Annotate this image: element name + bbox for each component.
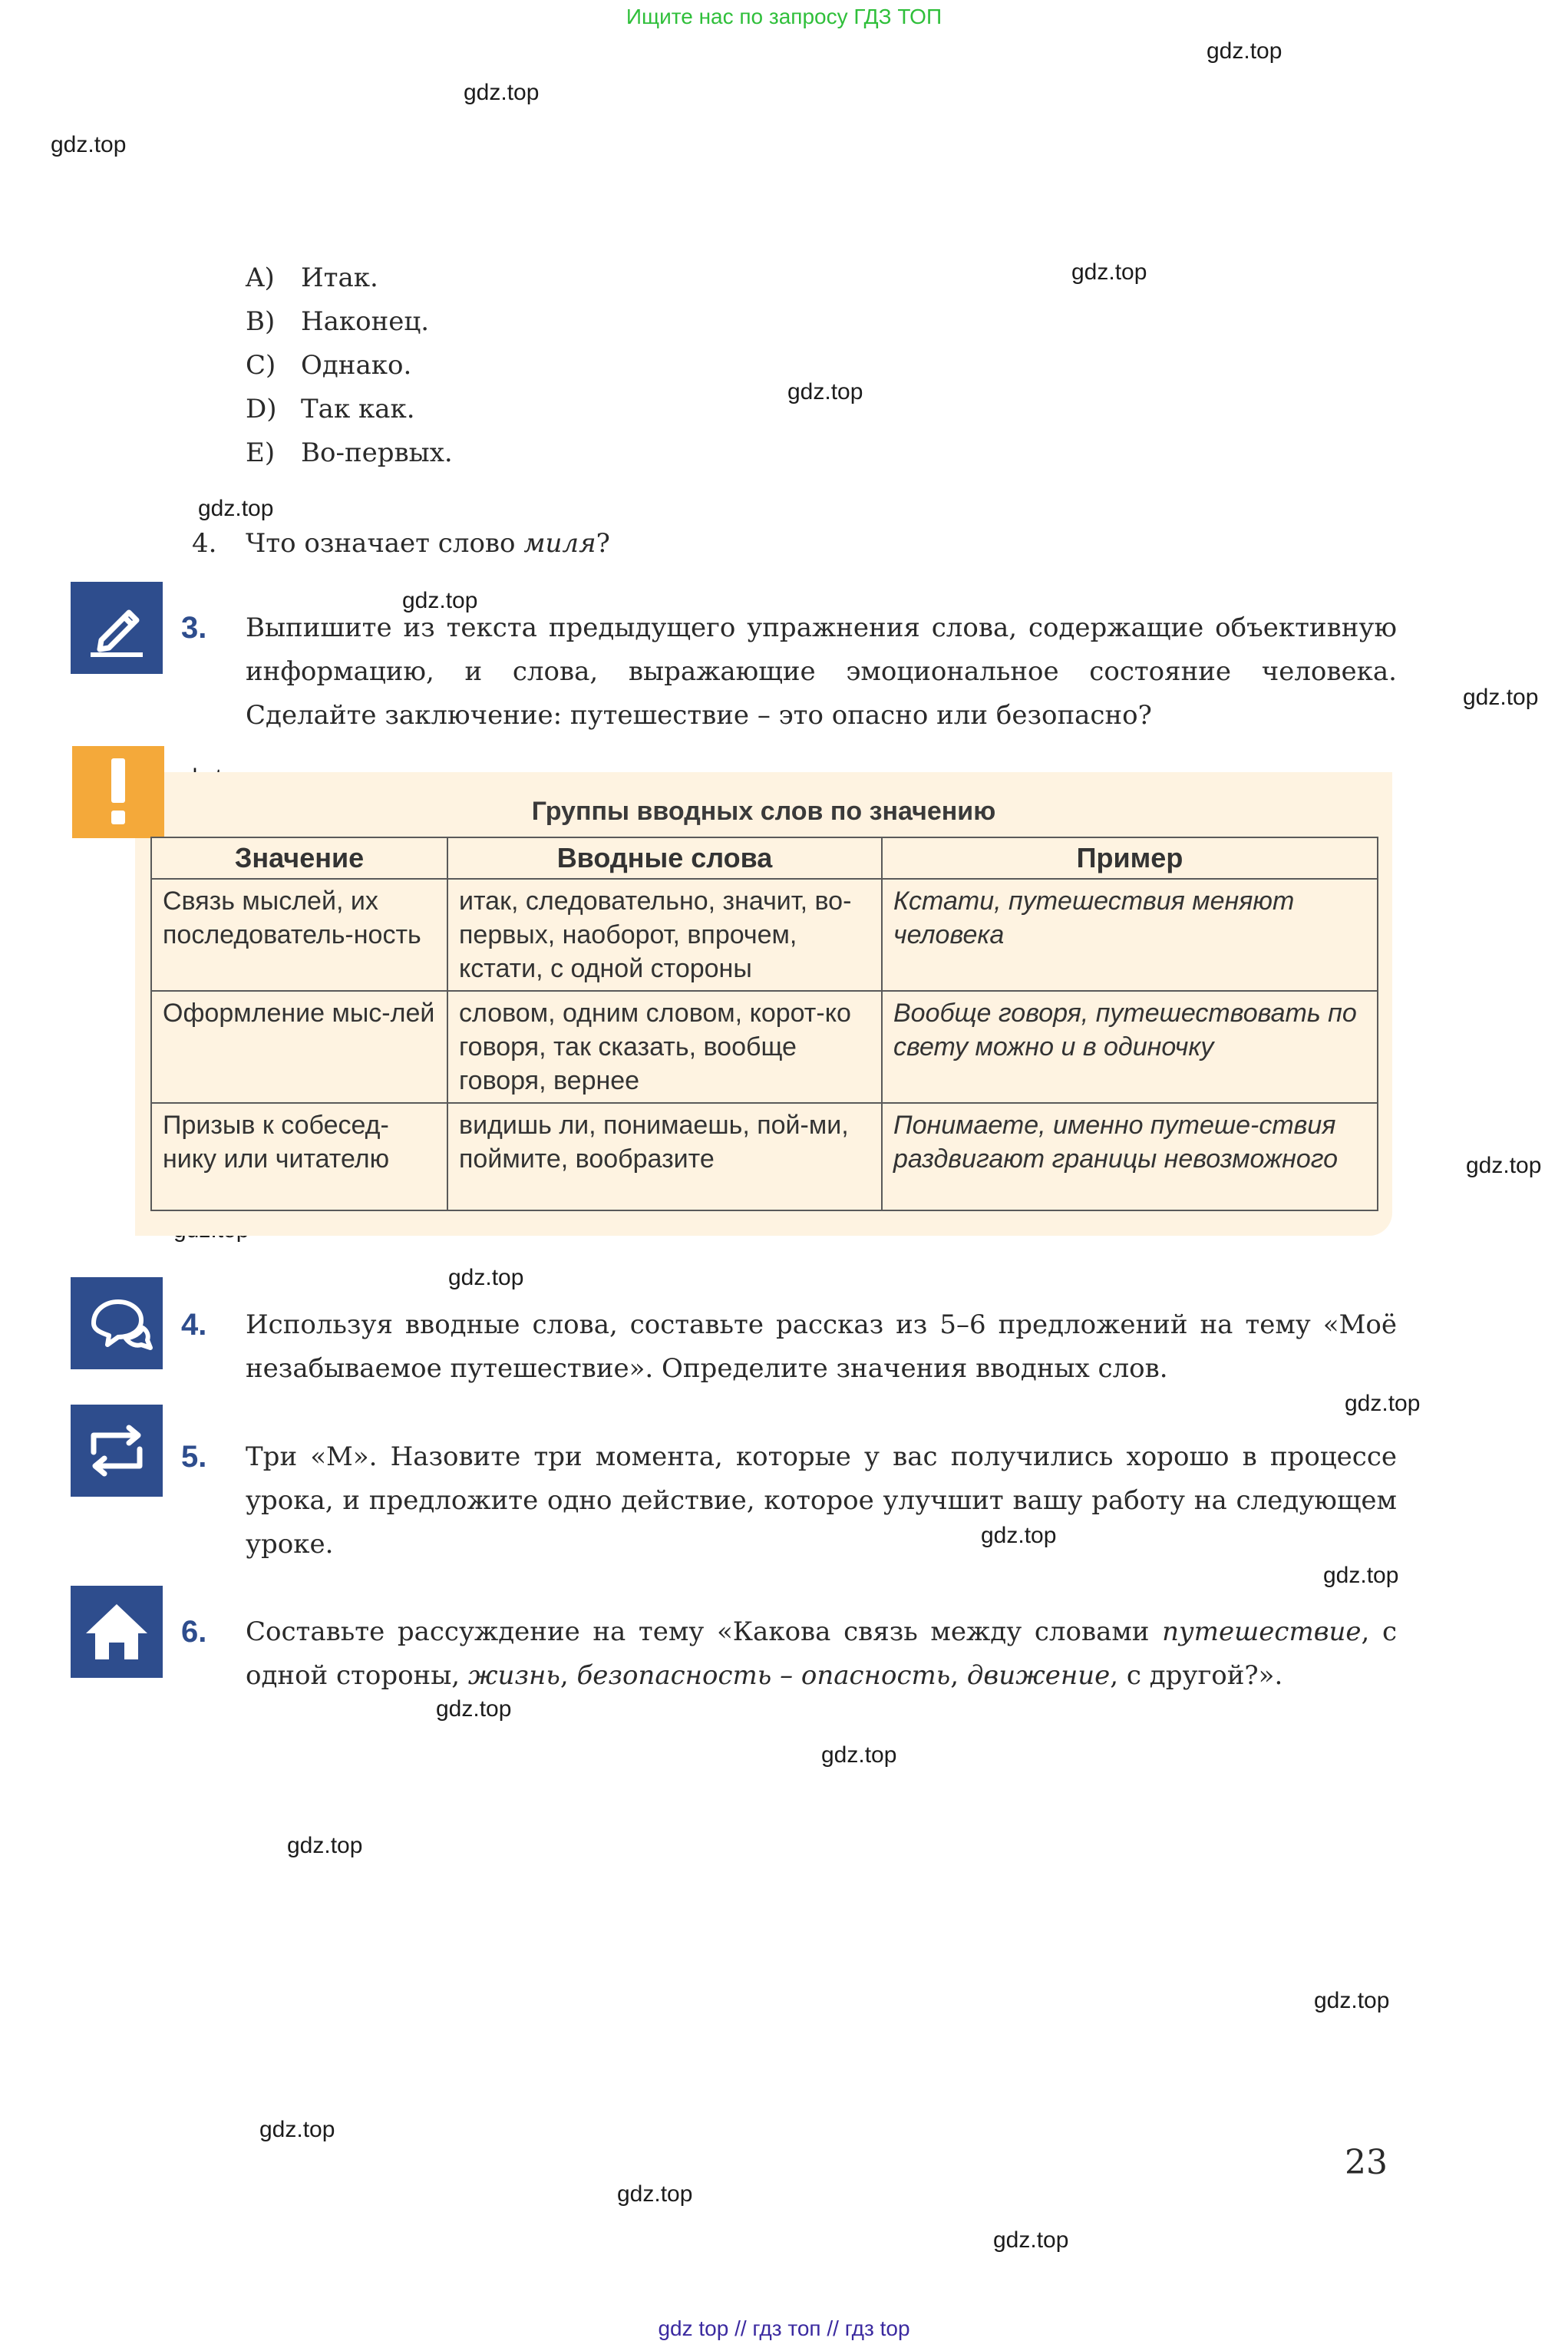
watermark: gdz.top: [787, 379, 863, 404]
watermark: gdz.top: [402, 588, 478, 613]
example-cell: Понимаете, именно путеше-ствия раздвигают границы невозможного: [882, 1103, 1378, 1210]
task-text-part: , с другой?».: [1110, 1660, 1283, 1691]
option-letter: C): [246, 350, 276, 381]
watermark: gdz.top: [1323, 1563, 1399, 1588]
question-italic-word: миля: [523, 528, 596, 559]
watermark: gdz.top: [821, 1742, 897, 1768]
task-italic-word: жизнь: [467, 1660, 560, 1691]
footer-links[interactable]: gdz top // гдз топ // гдз top: [658, 2316, 910, 2340]
table-row: [151, 1103, 1378, 1210]
option-text: Наконец.: [301, 306, 430, 337]
task-text: Используя вводные слова, составьте рассказ из 5–6 предложений на тему «Моё незабываемое путешествие». Определите значения вводных слов.: [246, 1309, 1397, 1384]
meaning-cell: Связь мыслей, их последователь-ность: [151, 879, 447, 991]
watermark: gdz.top: [287, 1833, 363, 1858]
column-header: Значение: [151, 837, 447, 879]
answer-option: [246, 394, 415, 424]
task-italic-word: движение: [966, 1660, 1111, 1691]
watermark: gdz.top: [464, 80, 540, 105]
watermark: gdz.top: [1071, 259, 1147, 285]
task-number: 3.: [181, 611, 207, 645]
question-number: 4.: [192, 528, 217, 559]
watermark: gdz.top: [993, 2227, 1069, 2253]
question-end: ?: [596, 528, 610, 559]
watermark: gdz.top: [436, 1696, 512, 1722]
column-header: Пример: [882, 837, 1378, 879]
task-text-part: , с одной стороны,: [246, 1616, 1397, 1691]
option-text: Итак.: [301, 262, 378, 293]
meaning-cell: Оформление мыс-лей: [151, 991, 447, 1103]
words-cell: словом, одним словом, корот-ко говоря, так сказать, вообще говоря, вернее: [447, 991, 882, 1103]
task-number: 6.: [181, 1615, 207, 1649]
watermark: gdz.top: [198, 496, 274, 521]
home-icon: [71, 1586, 163, 1678]
watermark: gdz.top: [1463, 685, 1539, 710]
watermark: gdz.top: [981, 1523, 1057, 1548]
refresh-icon: [71, 1405, 163, 1497]
pencil-icon: [71, 582, 163, 674]
example-cell: Кстати, путешествия меняют человека: [882, 879, 1378, 991]
column-header: Вводные слова: [447, 837, 882, 879]
watermark: gdz.top: [259, 2117, 335, 2142]
task-text: [246, 1610, 1397, 1698]
option-letter: D): [246, 394, 277, 424]
task-italic-word: безопасность – опасность: [576, 1660, 951, 1691]
top-banner[interactable]: Ищите нас по запросу ГДЗ ТОП: [626, 5, 942, 28]
table-row: [151, 991, 1378, 1103]
option-letter: E): [246, 437, 276, 468]
task-italic-word: путешествие: [1162, 1616, 1362, 1647]
intro-words-table: [150, 837, 1378, 1211]
watermark: gdz.top: [448, 1265, 524, 1290]
question-text: Что означает слово: [246, 528, 524, 559]
option-letter: B): [246, 306, 276, 337]
words-cell: видишь ли, понимаешь, пой-ми, поймите, вообразите: [447, 1103, 882, 1210]
watermark: gdz.top: [1345, 1391, 1421, 1416]
watermark: gdz.top: [1466, 1153, 1542, 1178]
answer-option: [246, 306, 429, 337]
question-4: [192, 528, 610, 559]
option-text: Так как.: [301, 394, 415, 424]
task-number: 5.: [181, 1440, 207, 1474]
option-text: Во-первых.: [301, 437, 453, 468]
option-letter: A): [246, 262, 275, 293]
words-cell: итак, следовательно, значит, во-первых, наоборот, впрочем, кстати, с одной стороны: [447, 879, 882, 991]
example-cell: Вообще говоря, путешествовать по свету можно и в одиночку: [882, 991, 1378, 1103]
speech-bubbles-icon: [71, 1277, 163, 1369]
watermark: gdz.top: [617, 2181, 693, 2207]
task-text-part: ,: [950, 1660, 967, 1691]
task-text: Выпишите из текста предыдущего упражнения слова, содержащие объективную информацию, и слова, выражающие эмоциональное состояние человека. Сделайте заключение: путешествие – это опасно или безопасно?: [246, 612, 1397, 731]
task-number: 4.: [181, 1308, 207, 1342]
task-text-part: Составьте рассуждение на тему «Какова связь между словами: [246, 1616, 1163, 1647]
answer-option: [246, 262, 378, 293]
answer-option: [246, 437, 453, 468]
meaning-cell: Призыв к собесед-нику или читателю: [151, 1103, 447, 1210]
task-text-part: ,: [560, 1660, 577, 1691]
table-title: Группы вводных слов по значению: [531, 797, 996, 826]
page-number: 23: [1345, 2143, 1388, 2182]
table-row: [151, 879, 1378, 991]
watermark: gdz.top: [51, 132, 127, 157]
watermark: gdz.top: [1314, 1988, 1390, 2013]
answer-option: [246, 350, 411, 381]
task-text: Три «М». Назовите три момента, которые у вас получились хорошо в процессе урока, и предложите одно действие, которое улучшит вашу работу на следующем уроке.: [246, 1441, 1397, 1560]
table-header-row: [151, 837, 1378, 879]
watermark: gdz.top: [1207, 38, 1282, 64]
option-text: Однако.: [301, 350, 412, 381]
